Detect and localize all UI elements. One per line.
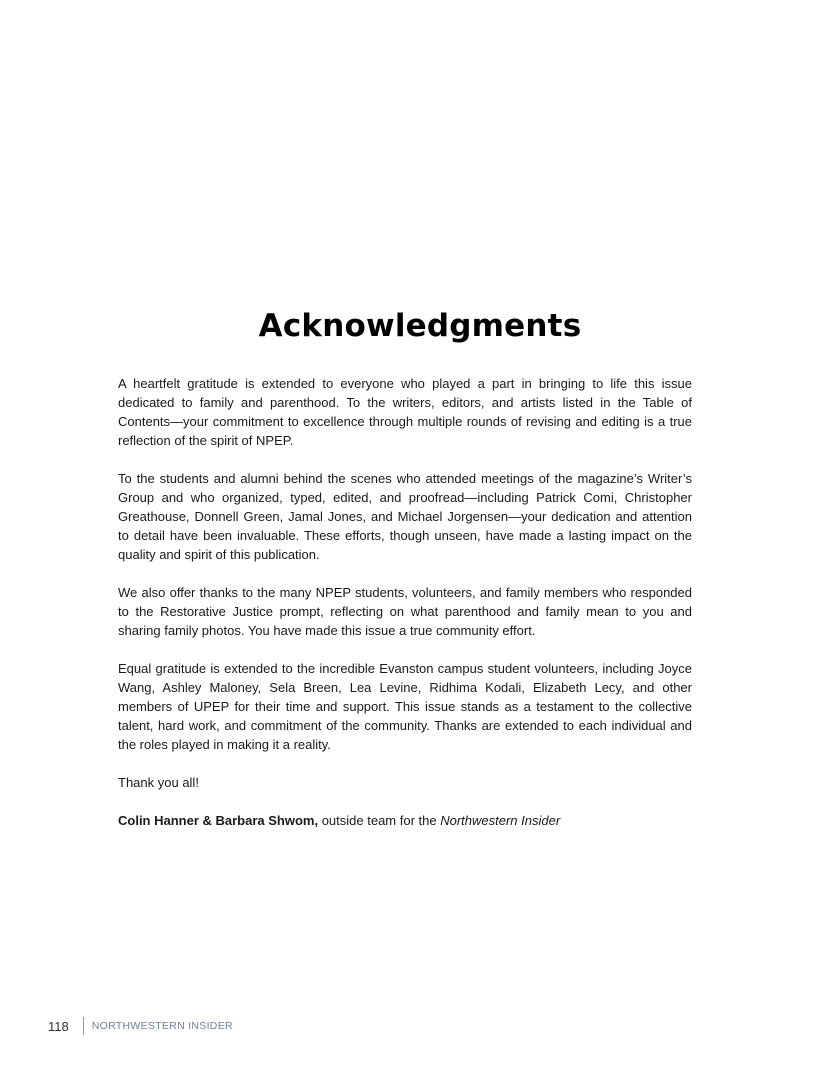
page-number: 118 <box>48 1018 69 1034</box>
signature-role: outside team for the <box>318 813 441 828</box>
footer-divider <box>83 1017 84 1035</box>
page-footer <box>48 1016 233 1036</box>
paragraph-writers-group: To the students and alumni behind the scenes who attended meetings of the magazine’s Writer’s Group and who organized, typed, edited, and proofread—including Patrick Comi, Christopher Greathouse, Donnell Green, Jamal Jones, and Michael Jorgensen—your dedication and attention to detail have been invaluable. These efforts, though unseen, have made a lasting impact on the quality and spirit of this publication. <box>118 471 692 562</box>
footer-publication-name: NORTHWESTERN INSIDER <box>91 1020 233 1032</box>
paragraph-community: We also offer thanks to the many NPEP students, volunteers, and family members who responded to the Restorative Justice prompt, reflecting on what parenthood and family mean to you and sharing family photos. You have made this issue a true community effort. <box>118 585 692 638</box>
acknowledgments-body <box>118 374 692 830</box>
signature-publication: Northwestern Insider <box>440 813 561 828</box>
signature <box>118 811 692 830</box>
signature-names: Colin Hanner & Barbara Shwom, <box>118 813 319 828</box>
page-title: Acknowledgments <box>258 308 582 344</box>
paragraph-thank-you: Thank you all! <box>118 775 199 790</box>
paragraph-contributors: A heartfelt gratitude is extended to everyone who played a part in bringing to life this issue dedicated to family and parenthood. To the writers, editors, and artists listed in the Table of Contents—your commitment to excellence through multiple rounds of revising and editing is a true reflection of the spirit of NPEP. <box>118 376 692 448</box>
paragraph-volunteers: Equal gratitude is extended to the incredible Evanston campus student volunteers, including Joyce Wang, Ashley Maloney, Sela Breen, Lea Levine, Ridhima Kodali, Elizabeth Lecy, and other members of UPEP for their time and support. This issue stands as a testament to the collective talent, hard work, and commitment of the community. Thanks are extended to each individual and the roles played in making it a reality. <box>118 661 692 752</box>
